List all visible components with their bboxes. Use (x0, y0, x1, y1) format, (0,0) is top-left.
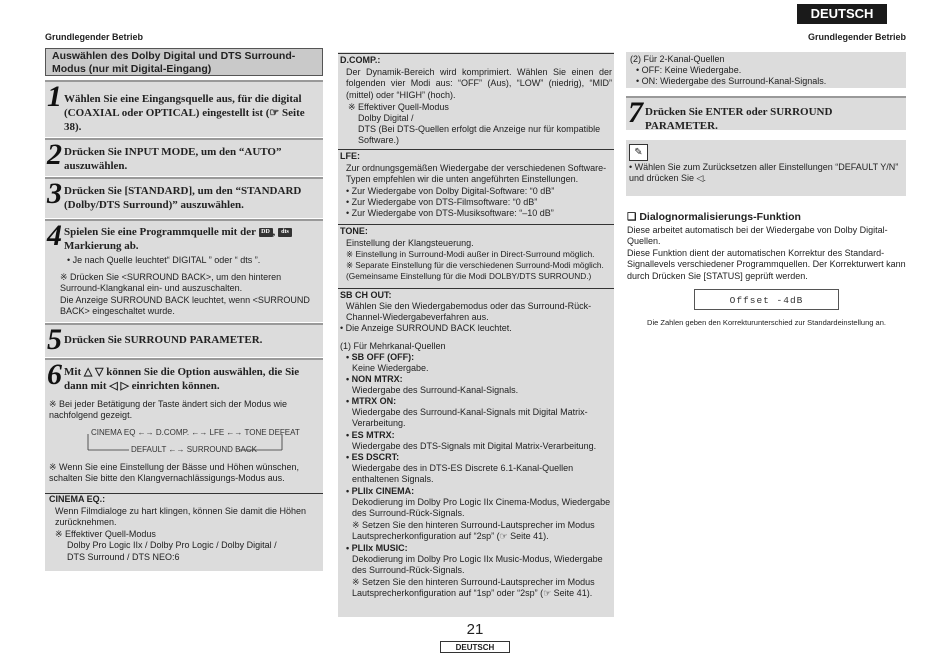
step-number: 4 (47, 219, 62, 252)
step-number: 7 (628, 96, 643, 129)
two-channel-box (626, 52, 906, 88)
dcomp-mode-2: DTS (Bei DTS-Quellen erfolgt die Anzeige nur für kompatible Software.) (358, 124, 601, 146)
step-7 (626, 96, 906, 130)
tone-label: TONE: (340, 226, 368, 236)
step-number: 6 (47, 358, 62, 391)
divider (338, 288, 614, 289)
step4-note: ※ Drücken Sie <SURROUND BACK>, um den hinteren Surround-Klangkanal ein- und auszuschalten. (60, 272, 282, 294)
option-desc: Dekodierung im Dolby Pro Logic IIx Music-Modus, Wiedergabe des Surround-Rück-Signals. (352, 554, 603, 576)
display-caption: Die Zahlen geben den Korrekturunterschied zur Standardeinstellung an. (647, 318, 886, 327)
step-5 (45, 323, 323, 357)
step-number: 1 (47, 80, 62, 113)
option-plIIx-music: • PLIIx MUSIC: (346, 543, 408, 553)
lfe-item-3: • Zur Wiedergabe von DTS-Musiksoftware: “–10 dB” (346, 208, 554, 218)
pencil-note-icon: ✎ (629, 144, 648, 161)
option-desc: Wiedergabe des Surround-Kanal-Signals mit Digital Matrix-Verarbeitung. (352, 407, 588, 429)
lfe-item-2: • Zur Wiedergabe von DTS-Filmsoftware: “0 dB” (346, 197, 538, 207)
cinema-eq-desc: Wenn Filmdialoge zu hart klingen, können Sie damit die Höhen zurücknehmen. (55, 506, 306, 528)
option-es-dscrt: • ES DSCRT: (346, 452, 400, 462)
divider (338, 224, 614, 225)
header-right-title: Grundlegender Betrieb (807, 32, 906, 42)
step-4: 4 Spielen Sie eine Programmquelle mit der DD , dts Markierung ab. • Je nach Quelle leuchtet“ DIGITAL ” oder “ dts ”. ※ Drücken Sie <SURROUND BACK>, um den hinteren Surround-Klangkanal ein- und auszuschalten. Die Anzeige SURROUND BACK leuchtet, wenn <SURROUND BACK> eingeschaltet wurde. (45, 219, 323, 322)
tone-note-1: ※ Einstellung in Surround-Modi außer in Direct-Surround möglich. (346, 249, 595, 259)
step-text: Wählen Sie eine Eingangsquelle aus, für die digital (COAXIAL oder OPTICAL) eingestellt ist (☞ Seite 38). (64, 93, 305, 133)
step-text: Drücken Sie INPUT MODE, um den “AUTO” auszuwählen. (64, 146, 282, 172)
mode-flow-diagram (87, 428, 300, 456)
step-text-b: Markierung ab. (64, 240, 139, 252)
step-text: Mit △ ▽ können Sie die Option auswählen, die Sie dann mit ◁ ▷ einrichten können. (64, 366, 300, 392)
step4-bullet: • Je nach Quelle leuchtet“ DIGITAL ” oder “ dts ”. (67, 255, 261, 265)
step-number: 2 (47, 138, 62, 171)
step-text: Drücken Sie SURROUND PARAMETER. (64, 334, 263, 346)
two-channel-heading: (2) Für 2-Kanal-Quellen (630, 54, 725, 64)
step-number: 3 (47, 177, 62, 210)
two-channel-off: • OFF: Keine Wiedergabe. (636, 65, 742, 75)
dcomp-desc: Der Dynamik-Bereich wird komprimiert. Wählen Sie einen der folgenden vier Modi aus: “OFF” (Aus), “LOW” (niedrig), “MID” (mittel) oder “HIGH” (hoch). (346, 67, 612, 100)
option-note: ※ Setzen Sie den hinteren Surround-Lautsprecher im Modus Lautsprecherkonfiguration auf “1sp” oder “2sp” (☞ Seite 41). (352, 577, 595, 599)
cinema-eq-modes-1: Dolby Pro Logic IIx / Dolby Pro Logic / Dolby Digital / (67, 540, 277, 550)
option-desc: Wiedergabe des Surround-Kanal-Signals. (352, 385, 519, 395)
dcomp-mode-1: Dolby Digital / (358, 113, 414, 123)
offset-display: Offset -4dB (694, 289, 839, 310)
step-6 (45, 358, 323, 571)
flow-bottom-row: DEFAULT ←→ SURROUND BACK (131, 445, 257, 454)
reset-note: • Wählen Sie zum Zurücksetzen aller Einstellungen “DEFAULT Y/N” und drücken Sie ◁. (629, 162, 899, 184)
option-desc: Wiedergabe des DTS-Signals mit Digital Matrix-Verarbeitung. (352, 441, 597, 451)
option-mtrx-on: • MTRX ON: (346, 396, 397, 406)
dialog-norm-p2: Diese Funktion dient der automatischen Korrektur des Standard-Signallevels verschiedener Programmquellen. Der Korrekturwert kann durch Drücken Sie [STATUS] geprüft werden. (627, 248, 906, 281)
option-plIIx-cinema: • PLIIx CINEMA: (346, 486, 415, 496)
sbch-indicator: • Die Anzeige SURROUND BACK leuchtet. (340, 323, 512, 333)
dialog-norm-title: ❑ Dialognormalisierungs-Funktion (627, 211, 801, 223)
dcomp-label: D.COMP.: (340, 55, 381, 65)
two-channel-on: • ON: Wiedergabe des Surround-Kanal-Signals. (636, 76, 827, 86)
dolby-digital-logo-icon: DD (259, 228, 273, 237)
cinema-eq-note: ※ Effektiver Quell-Modus (55, 529, 156, 539)
sbch-desc: Wählen Sie den Wiedergabemodus oder das Surround-Rück-Channel-Wiedergabeverfahren aus. (346, 301, 592, 323)
option-desc: Wiedergabe des in DTS-ES Discrete 6.1-Kanal-Quellen enthaltenen Signals. (352, 463, 574, 485)
step-number: 5 (47, 323, 62, 356)
step4-note-b: Die Anzeige SURROUND BACK leuchtet, wenn <SURROUND BACK> eingeschaltet wurde. (60, 295, 310, 317)
tone-note-2: ※ Separate Einstellung für die verschiedenen Surround-Modi möglich. (Gemeinsame Einstellung für die Modi DOLBY/DTS SURROUND.) (346, 260, 604, 282)
dcomp-note: ※ Effektiver Quell-Modus (348, 102, 449, 112)
multichannel-heading: (1) Für Mehrkanal-Quellen (340, 341, 446, 351)
divider (338, 53, 614, 54)
step-2 (45, 138, 323, 176)
flow-top-row: CINEMA EQ ←→ D.COMP. ←→ LFE ←→ TONE DEFEAT (91, 428, 300, 437)
option-non-mtrx: • NON MTRX: (346, 374, 403, 384)
lfe-label: LFE: (340, 151, 360, 161)
page-number: 21 (466, 621, 484, 638)
step-text: Drücken Sie [STANDARD], um den “STANDARD (Dolby/DTS Surround)” auszuwählen. (64, 185, 302, 211)
option-note: ※ Setzen Sie den hinteren Surround-Lautsprecher im Modus Lautsprecherkonfiguration auf “2sp” (☞ Seite 41). (352, 520, 595, 542)
step-1 (45, 80, 323, 137)
header-left-title: Grundlegender Betrieb (45, 32, 144, 42)
middle-panel (338, 52, 614, 617)
dts-logo-icon: dts (278, 228, 292, 237)
bass-note: ※ Wenn Sie eine Einstellung der Bässe und Höhen wünschen, schalten Sie bitte den Klangvernachlässigungs-Modus aus. (49, 462, 300, 484)
language-tab: DEUTSCH (797, 4, 887, 24)
footer-language-tab: DEUTSCH (440, 641, 510, 653)
step-text: Drücken Sie ENTER oder SURROUND PARAMETER. (645, 106, 833, 132)
option-desc: Keine Wiedergabe. (352, 363, 429, 373)
cinema-eq-modes-2: DTS Surround / DTS NEO:6 (67, 552, 180, 562)
step6-note: ※ Bei jeder Betätigung der Taste ändert sich der Modus wie nachfolgend gezeigt. (49, 399, 288, 421)
option-sb-off: • SB OFF (OFF): (346, 352, 415, 362)
note-box (626, 140, 906, 196)
option-desc: Dekodierung im Dolby Pro Logic IIx Cinema-Modus, Wiedergabe des Surround-Rück-Signals. (352, 497, 611, 519)
sbch-label: SB CH OUT: (340, 290, 392, 300)
option-es-mtrx: • ES MTRX: (346, 430, 395, 440)
tone-desc: Einstellung der Klangsteuerung. (346, 238, 474, 248)
dialog-norm-p1: Diese arbeitet automatisch bei der Wiedergabe von Dolby Digital-Quellen. (627, 225, 888, 247)
cinema-eq-label: CINEMA EQ.: (49, 494, 106, 504)
lfe-desc: Zur ordnungsgemäßen Wiedergabe der verschiedenen Software-Typen empfehlen wir die unten angeführten Einstellungen. (346, 163, 607, 185)
step-text: Spielen Sie eine Programmquelle mit der (64, 226, 256, 238)
section-title: Auswählen des Dolby Digital und DTS Surround-Modus (nur mit Digital-Eingang) (45, 48, 323, 76)
divider (338, 149, 614, 150)
lfe-item-1: • Zur Wiedergabe von Dolby Digital-Software: “0 dB” (346, 186, 555, 196)
step-3 (45, 177, 323, 218)
